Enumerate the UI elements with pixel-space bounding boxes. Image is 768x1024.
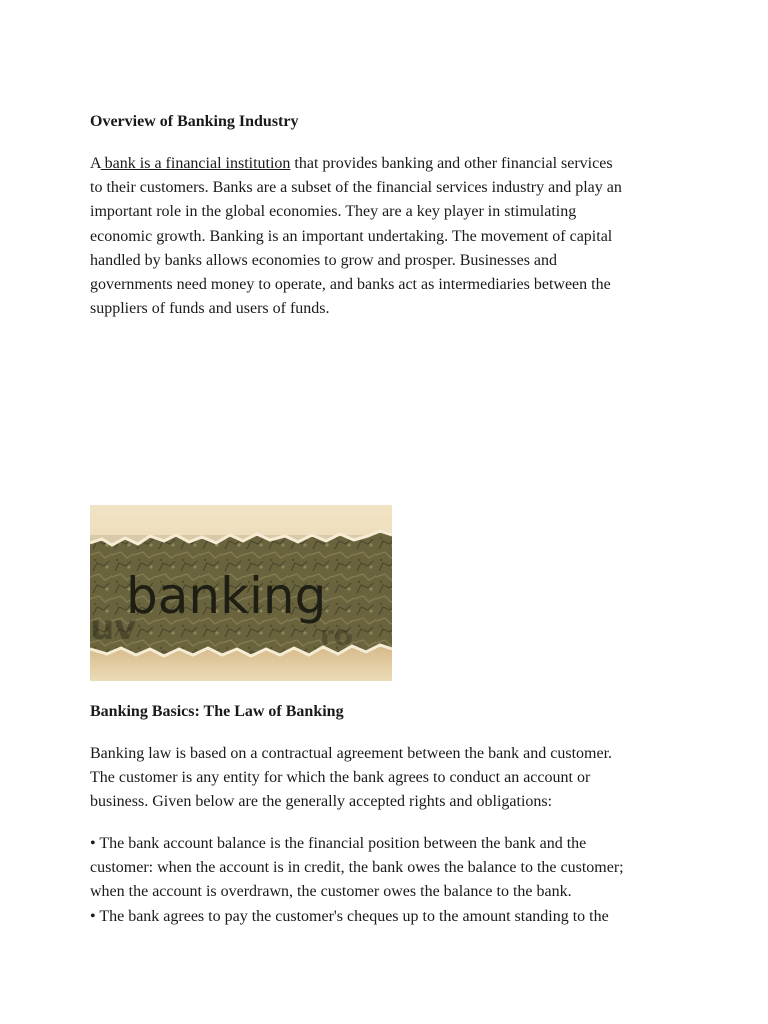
rights-bullet-list — [90, 832, 690, 929]
paragraph-line: handled by banks allows economies to grow and prosper. Businesses and — [90, 251, 558, 269]
list-item: • The bank agrees to pay the customer's cheques up to the amount standing to the — [90, 907, 609, 925]
list-item-continuation: when the account is overdrawn, the customer owes the balance to the bank. — [90, 883, 572, 901]
paragraph-line: governments need money to operate, and banks act as intermediaries between the — [90, 276, 611, 294]
paragraph-line: important role in the global economies. They are a key player in stimulating — [90, 203, 577, 221]
faded-map-letters-right: ro — [320, 619, 354, 652]
bank-definition-link[interactable]: bank is a financial institution — [100, 155, 291, 172]
overview-paragraph — [90, 152, 690, 321]
list-item-continuation: customer: when the account is in credit, the bank owes the balance to the customer; — [90, 859, 624, 877]
paragraph-line — [90, 152, 690, 176]
torn-paper-banking-illustration — [90, 505, 392, 681]
paragraph-line: economic growth. Banking is an important undertaking. The movement of capital — [90, 227, 613, 245]
faded-map-letters: uv — [90, 608, 137, 648]
line-rest: that provides banking and other financial services — [290, 155, 613, 172]
line-prefix: A — [90, 155, 101, 172]
list-item: • The bank account balance is the financial position between the bank and the — [90, 835, 587, 852]
section-heading-law: Banking Basics: The Law of Banking — [90, 703, 344, 720]
paragraph-line: business. Given below are the generally accepted rights and obligations: — [90, 793, 553, 811]
banking-image — [90, 505, 392, 681]
paragraph-line: The customer is any entity for which the bank agrees to conduct an account or — [90, 769, 591, 787]
paragraph-line: to their customers. Banks are a subset of the financial services industry and play an — [90, 179, 622, 197]
section-heading-overview: Overview of Banking Industry — [90, 113, 299, 130]
banking-word: banking — [126, 567, 327, 625]
paragraph-line: suppliers of funds and users of funds. — [90, 300, 330, 318]
paragraph-line: Banking law is based on a contractual agreement between the bank and customer. — [90, 745, 613, 762]
law-paragraph — [90, 742, 690, 815]
